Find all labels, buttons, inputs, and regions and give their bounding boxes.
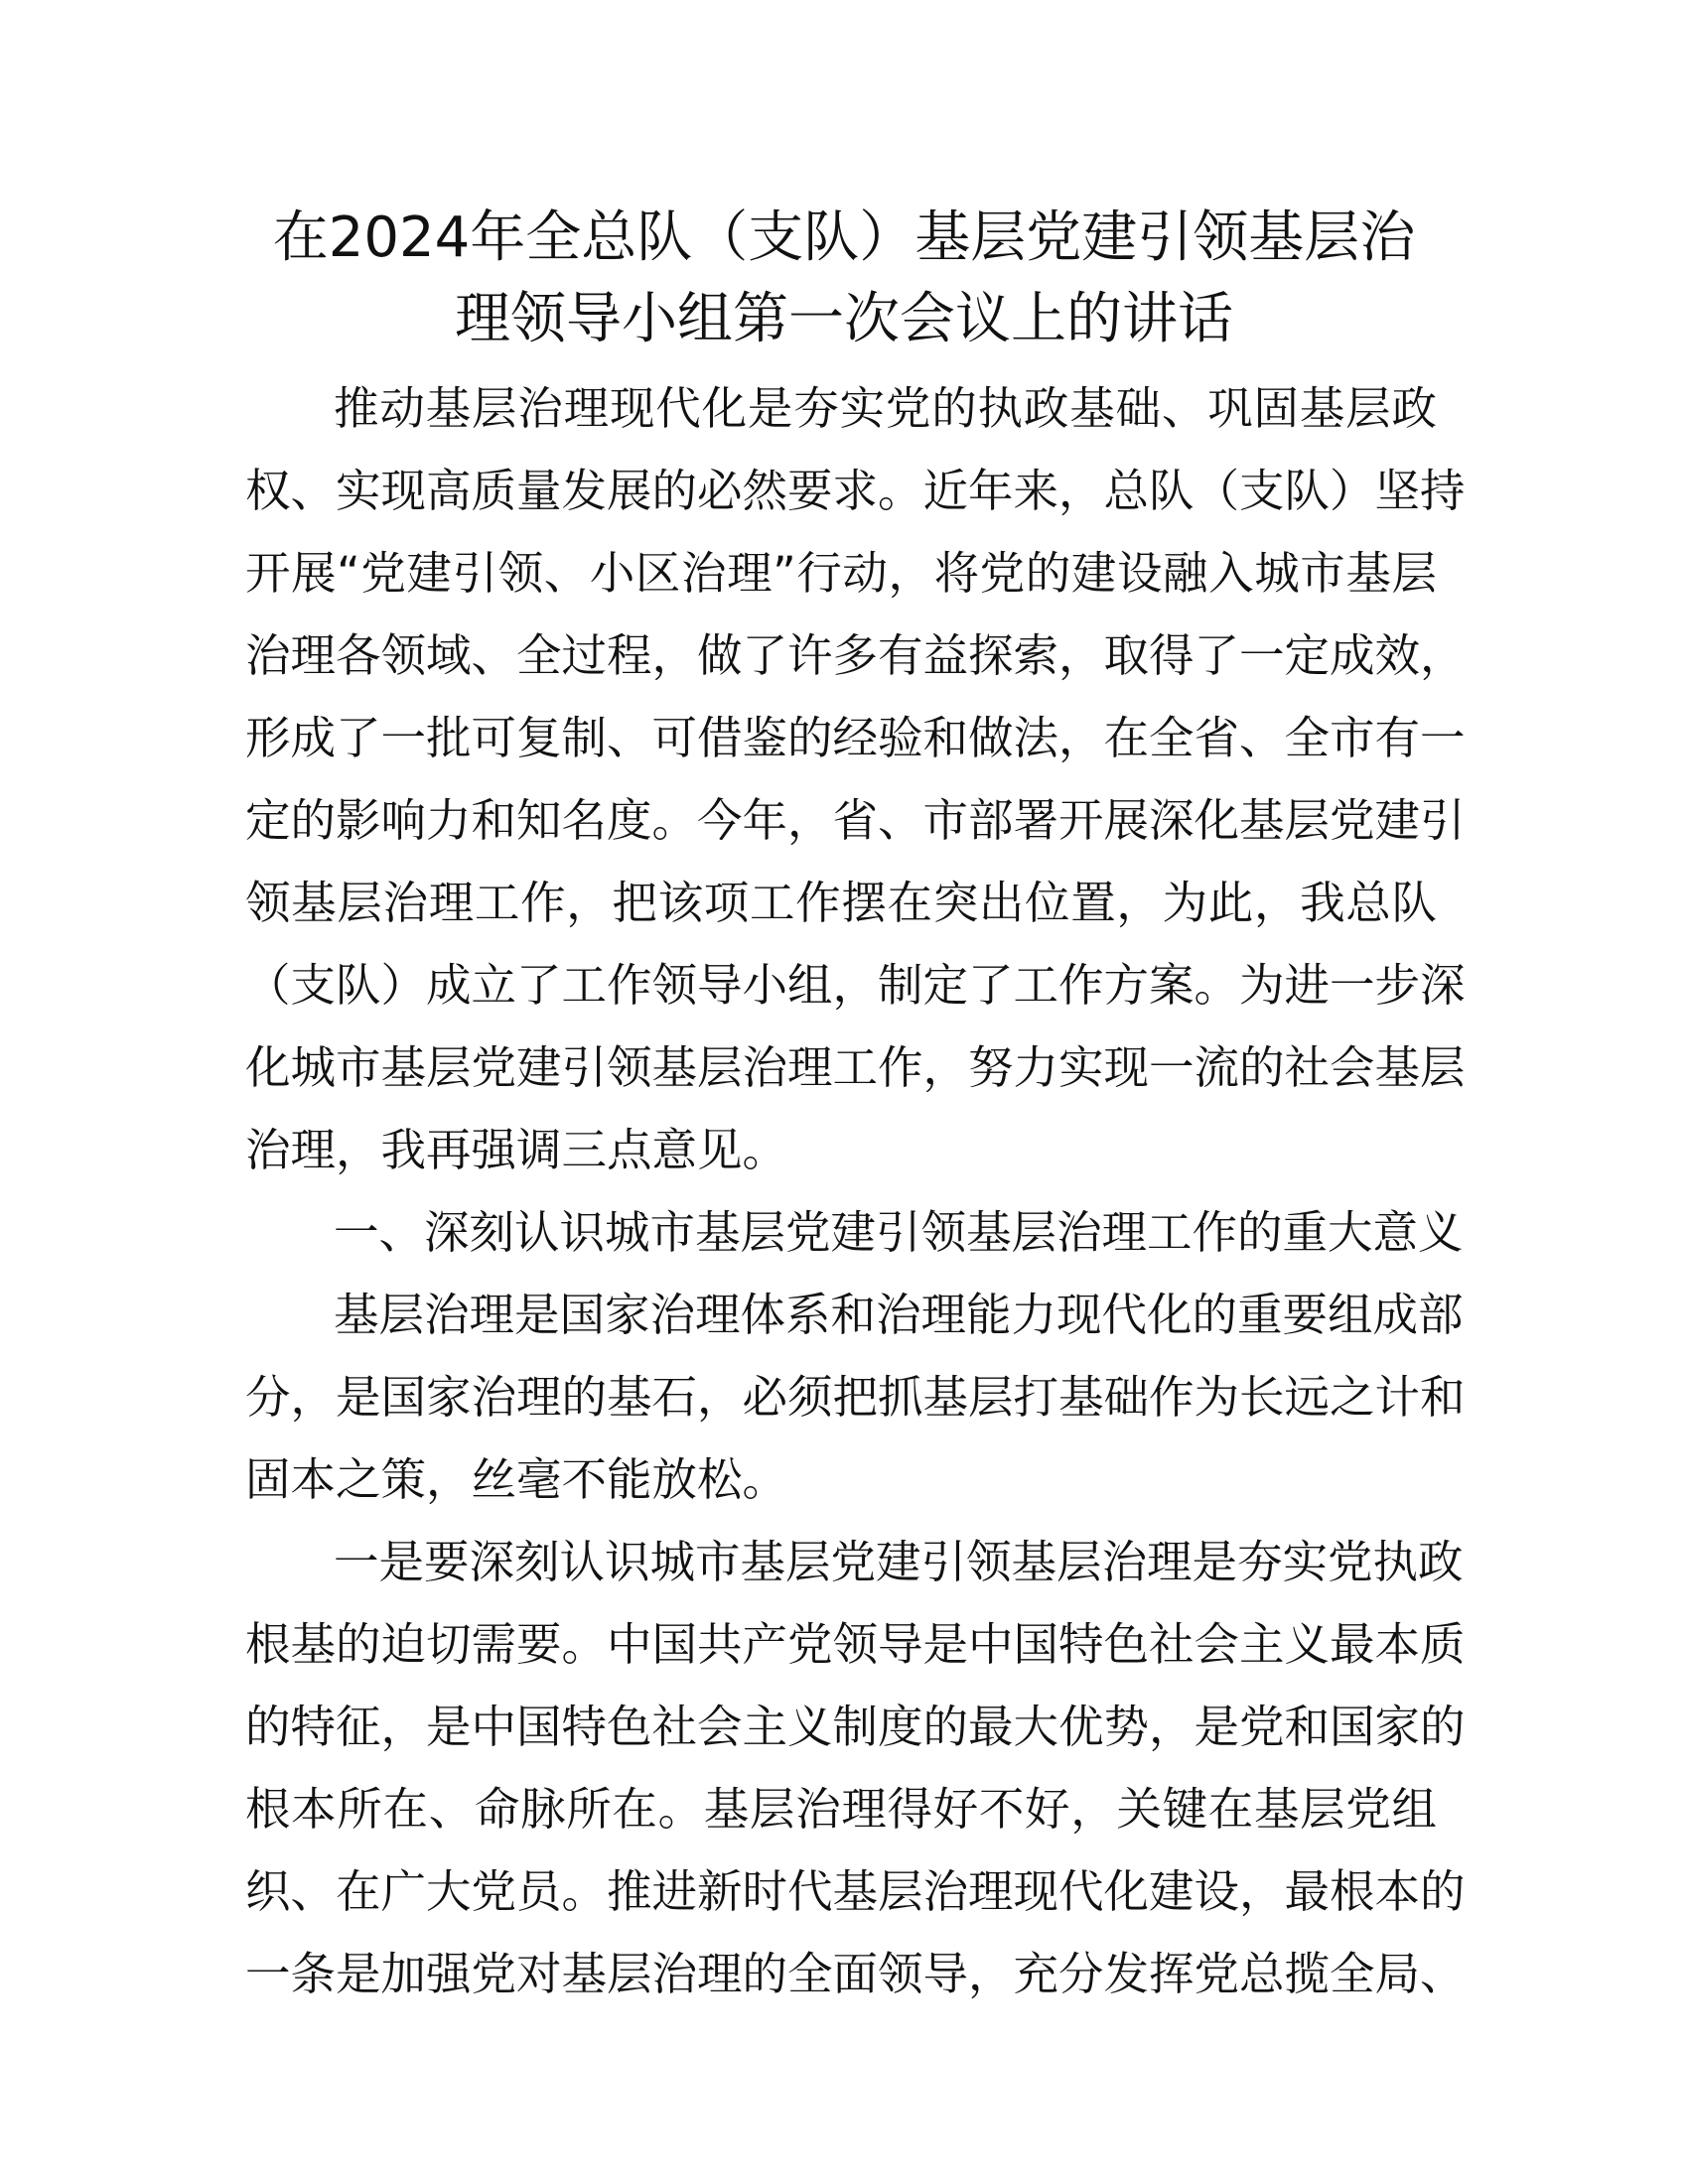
body-line: 形成了一批可复制、可借鉴的经验和做法，在全省、全市有一 (245, 712, 1466, 764)
body-line: 治理各领域、全过程，做了许多有益探索，取得了一定成效， (245, 629, 1466, 682)
body-line: 基层治理是国家治理体系和治理能力现代化的重要组成部 (334, 1289, 1464, 1341)
body-line: 推动基层治理现代化是夯实党的执政基础、巩固基层政 (334, 382, 1437, 435)
body-line: 定的影响力和知名度。今年，省、市部署开展深化基层党建引 (245, 794, 1466, 847)
body-line: 开展“党建引领、小区治理”行动，将党的建设融入城市基层 (245, 547, 1437, 600)
document-title-line-2: 理领导小组第一次会议上的讲话 (455, 287, 1233, 351)
body-line: 织、在广大党员。推进新时代基层治理现代化建设，最根本的 (245, 1865, 1466, 1918)
body-line: 领基层治理工作，把该项工作摆在突出位置，为此，我总队 (245, 877, 1437, 929)
body-line: 根本所在、命脉所在。基层治理得好不好，关键在基层党组 (245, 1783, 1437, 1836)
body-line: 分，是国家治理的基石，必须把抓基层打基础作为长远之计和 (245, 1371, 1466, 1424)
body-line: 的特征，是中国特色社会主义制度的最大优势，是党和国家的 (245, 1701, 1466, 1753)
body-line: 治理，我再强调三点意见。 (245, 1124, 788, 1176)
body-line: 一条是加强党对基层治理的全面领导，充分发挥党总揽全局、 (245, 1948, 1466, 2000)
body-line: 化城市基层党建引领基层治理工作，努力实现一流的社会基层 (245, 1041, 1466, 1094)
body-line: 固本之策，丝毫不能放松。 (245, 1453, 788, 1506)
body-line: （支队）成立了工作领导小组，制定了工作方案。为进一步深 (245, 959, 1466, 1012)
body-line: 权、实现高质量发展的必然要求。近年来，总队（支队）坚持 (245, 465, 1466, 517)
document-title-line-1: 在2024年全总队（支队）基层党建引领基层治 (272, 205, 1416, 270)
body-line: 根基的迫切需要。中国共产党领导是中国特色社会主义最本质 (245, 1618, 1466, 1671)
body-line: 一是要深刻认识城市基层党建引领基层治理是夯实党执政 (334, 1536, 1464, 1588)
section-heading: 一、深刻认识城市基层党建引领基层治理工作的重大意义 (334, 1206, 1464, 1259)
